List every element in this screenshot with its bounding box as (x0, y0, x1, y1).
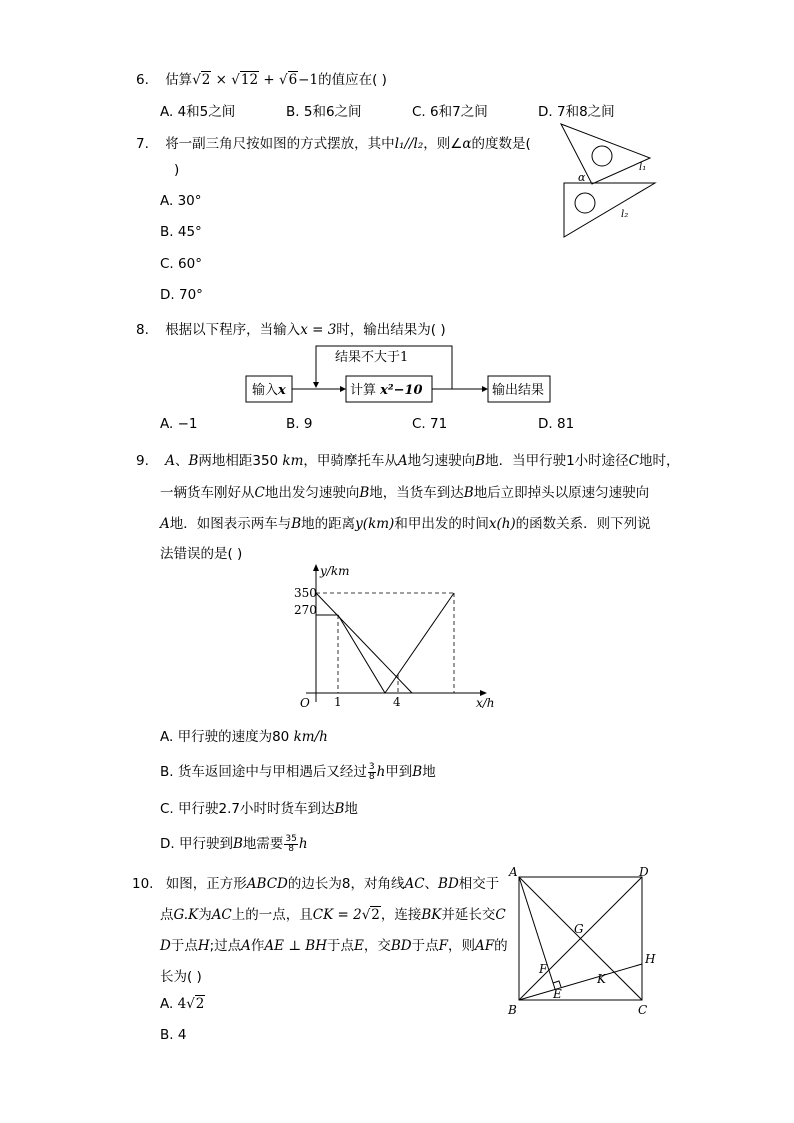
q9-stem-line4: 法错误的是( ) (160, 546, 243, 562)
q7-stem: 7. 将一副三角尺按如图的方式摆放，其中l₁//l₂，则∠α的度数是( (136, 136, 531, 152)
q9-stem-line3: A地．如图表示两车与B地的距离y(km)和甲出发的时间x(h)的函数关系．则下列说 (160, 516, 651, 532)
label-f: F (539, 962, 548, 976)
tick-4: 4 (393, 695, 401, 709)
l1-label: l₁ (639, 162, 647, 173)
q7-option-c[interactable]: C. 60° (160, 256, 202, 272)
label-k: K (597, 972, 606, 986)
q9-option-a[interactable]: A. 甲行驶的速度为80 km/h (160, 729, 328, 745)
q9-option-d[interactable]: D. 甲行驶到B地需要 $\frac{35}{8}$ h (160, 833, 308, 854)
output-text: 输出结果 (492, 383, 545, 398)
q9-option-c[interactable]: C. 甲行驶2.7小时时货车到达B地 (160, 801, 358, 817)
loop-label: 结果不大于1 (335, 350, 409, 365)
q7-triangle-figure (555, 118, 665, 243)
q10-stem-line1: 10. 如图，正方形ABCD的边长为8，对角线AC、BD相交于 (132, 876, 500, 892)
label-c: C (638, 1003, 648, 1017)
q9-distance-time-graph (292, 562, 504, 712)
segment-truck-out (338, 615, 385, 693)
q6-option-a[interactable]: A. 4和5之间 (160, 104, 236, 120)
q8-option-d[interactable]: D. 81 (538, 416, 575, 432)
q6-option-c[interactable]: C. 6和7之间 (412, 104, 488, 120)
q6-expression: √2 × √12 + √6−1 (192, 72, 319, 88)
q7-number: 7. (136, 136, 149, 152)
q8-stem: 8. 根据以下程序，当输入x = 3时，输出结果为( ) (136, 322, 446, 338)
q10-number: 10. (132, 876, 154, 892)
compute-text: 计算 x²−10 (350, 383, 423, 398)
lower-hole (575, 193, 595, 213)
q6-option-d[interactable]: D. 7和8之间 (538, 104, 615, 120)
tick-270: 270 (294, 603, 317, 617)
label-a: A (509, 865, 518, 879)
q9-stem-line1: 9. A、B两地相距350 km，甲骑摩托车从A地匀速驶向B地．当甲行驶1小时途径C地时， (136, 453, 680, 469)
q6-stem: 6. 估算√2 × √12 + √6−1的值应在( ) (136, 72, 387, 88)
q9-option-b[interactable]: B. 货车返回途中与甲相遇后又经过 $\frac{3}{8}$ h甲到B地 (160, 761, 436, 782)
tick-350: 350 (294, 586, 317, 600)
label-e: E (553, 987, 562, 1001)
label-g: G (574, 922, 584, 936)
y-axis-label: y/km (320, 564, 350, 578)
input-text: 输入x (252, 383, 286, 398)
q10-stem-line3: D于点H;过点A作AE ⊥ BH于点E，交BD于点F，则AF的 (160, 938, 508, 954)
x-axis-label: x/h (476, 696, 495, 710)
q9-stem-line2: 一辆货车刚好从C地出发匀速驶向B地，当货车到达B地后立即掉头以原速匀速驶向 (160, 485, 650, 501)
label-h: H (645, 952, 656, 966)
q8-option-b[interactable]: B. 9 (286, 416, 313, 432)
q9-number: 9. (136, 453, 149, 469)
q10-stem-line2: 点G.K为AC上的一点，且CK = 2√2，连接BK并延长交C (160, 907, 506, 923)
tick-1: 1 (334, 695, 342, 709)
segment-jia (316, 593, 412, 693)
q7-option-a[interactable]: A. 30° (160, 193, 202, 209)
label-b: B (508, 1003, 517, 1017)
q7-option-b[interactable]: B. 45° (160, 224, 202, 240)
segment-ae (519, 877, 555, 989)
label-d: D (639, 865, 649, 879)
l2-label: l₂ (621, 209, 629, 220)
q7-stem-close: ) (174, 162, 180, 178)
q7-option-d[interactable]: D. 70° (160, 287, 203, 303)
q8-flowchart (244, 344, 554, 406)
q10-square-figure (502, 862, 662, 1022)
q10-option-b[interactable]: B. 4 (160, 1027, 187, 1043)
segment-truck-back (385, 593, 454, 693)
upper-hole (592, 146, 612, 166)
q8-number: 8. (136, 322, 149, 338)
alpha-label: α (578, 171, 586, 184)
origin-label: O (300, 696, 310, 710)
q8-option-a[interactable]: A. −1 (160, 416, 198, 432)
q10-option-a[interactable]: A. 4√2 (160, 996, 205, 1012)
upper-set-square (561, 124, 650, 184)
q6-number: 6. (136, 72, 149, 88)
q10-stem-line4: 长为( ) (160, 969, 202, 985)
q6-option-b[interactable]: B. 5和6之间 (286, 104, 362, 120)
q8-option-c[interactable]: C. 71 (412, 416, 448, 432)
